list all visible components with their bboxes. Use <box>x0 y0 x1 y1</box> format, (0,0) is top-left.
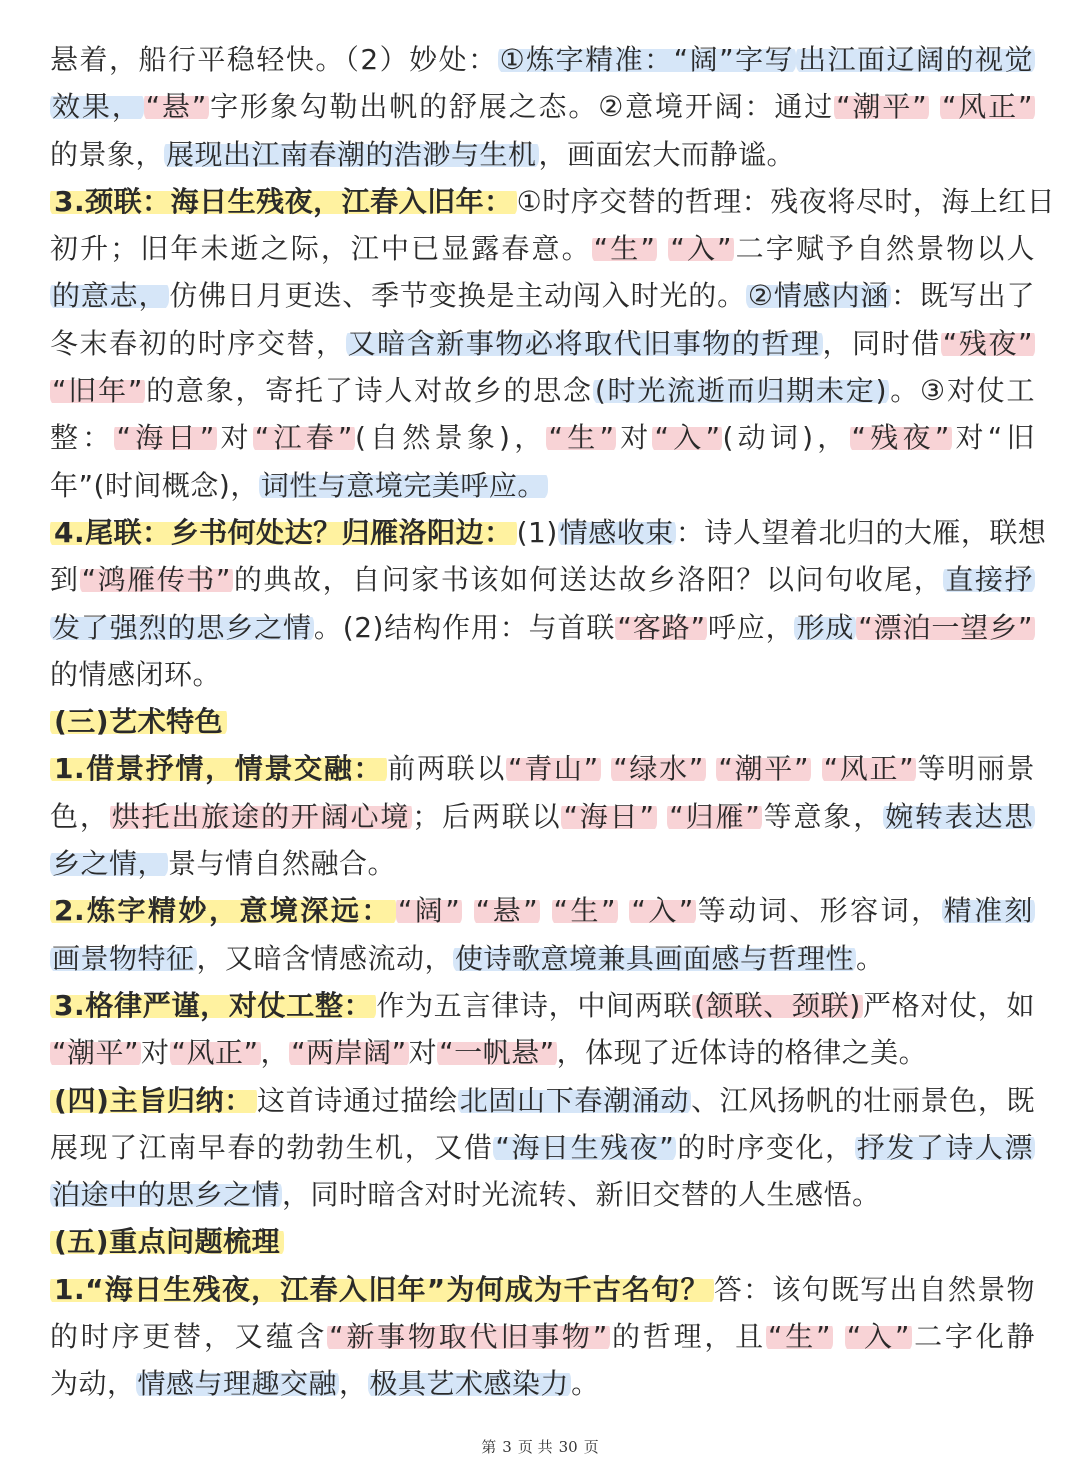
highlighted-text: 使诗歌意境兼具画面感与哲理性 <box>455 941 855 975</box>
text-segment: 作为五言律诗，中间两联 <box>376 988 693 1022</box>
highlighted-text: “旧年” <box>52 374 143 408</box>
text-line <box>50 1313 1035 1360</box>
highlighted-text: “入” <box>631 894 694 928</box>
document-body <box>50 36 1056 1408</box>
highlighted-text: 4.尾联：乡书何处达？归雁洛阳边： <box>50 516 517 549</box>
text-segment <box>462 894 473 927</box>
highlighted-text: (四)主旨归纳： <box>50 1084 257 1117</box>
text-line <box>50 1171 1035 1218</box>
text-line <box>50 840 1035 887</box>
highlighted-text: “海日” <box>116 421 215 455</box>
highlighted-text: “生” <box>553 894 616 928</box>
text-line <box>50 131 1035 178</box>
text-segment: 。(2)结构作用：与首联 <box>313 610 616 644</box>
text-segment: 到 <box>50 563 80 597</box>
highlighted-text: 抒发了诗人漂 <box>856 1130 1033 1164</box>
text-segment: 的哲理，且 <box>609 1320 766 1354</box>
highlighted-text: “残夜” <box>851 421 950 455</box>
highlighted-text: 出江面辽阔的视觉 <box>798 43 1033 76</box>
highlighted-text: “一帆悬” <box>439 1036 555 1070</box>
text-segment: 呼应， <box>707 610 795 644</box>
text-segment: 对 <box>616 421 653 455</box>
text-line <box>50 36 1035 83</box>
highlighted-text: “入” <box>654 421 721 455</box>
footer-prefix: 第 <box>481 1438 497 1456</box>
text-segment: ， <box>339 1367 368 1401</box>
text-segment: 对 <box>141 1036 170 1070</box>
highlighted-text: 效果， <box>52 90 142 124</box>
text-segment <box>540 894 551 927</box>
footer-total-pages: 30 <box>558 1438 578 1456</box>
highlighted-text: (时光流逝而归期未定) <box>594 374 887 408</box>
text-line <box>50 698 1035 745</box>
highlighted-text: 乡之情， <box>52 847 167 881</box>
highlighted-text: “生” <box>593 232 656 266</box>
text-segment: 、江风扬帆的壮丽景色，既 <box>691 1083 1035 1117</box>
highlighted-text: “风正” <box>823 752 915 786</box>
text-segment: ，又暗含情感流动， <box>196 941 454 975</box>
highlighted-text: 烘托出旅途的开阔心境 <box>111 799 411 833</box>
text-segment <box>929 90 940 123</box>
text-segment: 的情感闭环。 <box>50 657 222 691</box>
text-line <box>50 935 1035 982</box>
text-segment: 答：该句既写出自然景物 <box>713 1272 1035 1306</box>
highlighted-text: “风正” <box>941 90 1034 124</box>
highlighted-text: “新事物取代旧事物” <box>329 1320 608 1354</box>
highlighted-text: “悬” <box>475 894 539 928</box>
text-segment: 色， <box>50 799 110 833</box>
highlighted-text: ①炼字精准：“阔”字写 <box>499 43 795 76</box>
text-segment: 的典故，自问家书该如何送达故乡洛阳？以问句收尾， <box>232 563 944 597</box>
text-segment <box>618 894 629 927</box>
text-segment: 冬末春初的时序交替， <box>50 326 346 360</box>
text-segment <box>657 800 668 833</box>
text-line <box>50 887 1035 934</box>
text-segment: (自然景象)， <box>354 421 547 455</box>
highlighted-text: 情感与理趣交融 <box>137 1367 338 1401</box>
text-segment: 对 <box>216 421 253 455</box>
text-line <box>50 462 1035 509</box>
highlighted-text: “两岸阔” <box>291 1036 407 1070</box>
text-line <box>50 1124 1035 1171</box>
text-segment: 前两联以 <box>387 752 507 786</box>
highlighted-text: 泊途中的思乡之情 <box>52 1178 281 1212</box>
highlighted-text: “入” <box>846 1320 910 1354</box>
highlighted-text: 北固山下春潮涌动 <box>459 1083 690 1117</box>
highlighted-text: “阔” <box>397 894 461 928</box>
text-line <box>50 651 1035 698</box>
text-segment: 二字赋予自然景物以人 <box>734 232 1035 266</box>
highlighted-text: 情感收束 <box>559 515 674 549</box>
highlighted-text: 婉转表达思 <box>885 799 1033 833</box>
text-segment <box>833 1320 845 1353</box>
text-line <box>50 367 1035 414</box>
text-segment: 的景象， <box>50 137 165 171</box>
text-segment: 悬着，船行平稳轻快。（2）妙处： <box>50 43 498 76</box>
highlighted-text: ②情感内涵 <box>747 279 890 313</box>
footer-mid: 页 共 <box>517 1438 553 1456</box>
text-line <box>50 556 1035 603</box>
text-segment: ，画面宏大而静谧。 <box>538 137 796 171</box>
text-segment: ， <box>260 1036 290 1070</box>
text-segment: 的意象，寄托了诗人对故乡的思念 <box>144 374 593 408</box>
text-segment <box>657 232 668 265</box>
text-line <box>50 793 1035 840</box>
text-segment: 严格对仗，如 <box>862 988 1035 1022</box>
highlighted-text: “鸿雁传书” <box>81 563 231 597</box>
text-segment: 等意象， <box>762 799 884 833</box>
text-line <box>50 414 1035 461</box>
highlighted-text: 展现出江南春潮的浩渺与生机 <box>166 137 537 171</box>
highlighted-text: “客路” <box>617 610 706 644</box>
text-segment: 初升；旧年未逝之际，江中已显露春意。 <box>50 232 592 266</box>
text-segment: 景与情自然融合。 <box>168 847 397 881</box>
highlighted-text: “悬” <box>145 90 207 124</box>
highlighted-text: “海日生残夜” <box>495 1130 675 1164</box>
highlighted-text: 画景物特征 <box>52 941 195 975</box>
text-segment: 展现了江南早春的勃勃生机，又借 <box>50 1130 494 1164</box>
text-line <box>50 982 1035 1029</box>
highlighted-text: 3.格律严谨，对仗工整： <box>50 989 376 1022</box>
text-segment: 对“旧 <box>951 421 1035 455</box>
text-segment: 对 <box>408 1036 438 1070</box>
text-line <box>50 745 1035 792</box>
text-segment: 。③对仗工 <box>889 374 1035 408</box>
highlighted-text: 3.颈联：海日生残夜，江春入旧年： <box>50 185 517 218</box>
highlighted-text: “风正” <box>171 1036 259 1070</box>
highlighted-text: (三)艺术特色 <box>50 705 227 738</box>
text-segment: ，同时暗含对时光流转、新旧交替的人生感悟。 <box>282 1178 881 1212</box>
text-segment: ①时序交替的哲理：残夜将尽时，海上红日 <box>516 184 1056 218</box>
highlighted-text: 形成 <box>796 610 855 644</box>
highlighted-text: “残夜” <box>942 326 1033 360</box>
text-segment: 的时序更替，又蕴含 <box>50 1320 328 1354</box>
highlighted-text: “生” <box>767 1320 832 1354</box>
text-segment: 等动词、形容词， <box>695 894 942 928</box>
text-segment: 这首诗通过描绘 <box>256 1083 458 1117</box>
highlighted-text: “青山” <box>508 752 599 786</box>
highlighted-text: 发了强烈的思乡之情 <box>52 610 312 644</box>
highlighted-text: “漂泊一望乡” <box>858 610 1033 644</box>
text-line <box>50 604 1035 651</box>
highlighted-text: “生” <box>548 421 615 455</box>
text-line <box>50 1077 1035 1124</box>
text-segment: 。 <box>856 941 885 975</box>
highlighted-text: (五)重点问题梳理 <box>50 1225 284 1258</box>
text-line <box>50 320 1035 367</box>
text-segment: (1) <box>516 515 558 549</box>
text-segment: 年”(时间概念)， <box>50 468 259 502</box>
highlighted-text: (颔联、颈联) <box>694 988 861 1022</box>
text-segment: ：既写出了 <box>891 279 1035 313</box>
highlighted-text: “潮平” <box>52 1036 140 1070</box>
text-segment <box>811 752 822 785</box>
text-segment: 仿佛日月更迭、季节变换是主动闯入时光的。 <box>169 279 746 313</box>
page-footer <box>0 1436 1080 1457</box>
highlighted-text: “潮平” <box>718 752 809 786</box>
highlighted-text: “江春” <box>254 421 353 455</box>
text-line <box>50 1266 1035 1313</box>
highlighted-text: “归雁” <box>669 799 761 833</box>
text-segment <box>601 752 612 785</box>
highlighted-text: “潮平” <box>836 90 928 124</box>
footer-page-number: 3 <box>502 1438 512 1456</box>
text-segment: 。 <box>571 1367 600 1401</box>
text-line <box>50 225 1035 272</box>
highlighted-text: 极具艺术感染力 <box>369 1367 570 1401</box>
text-line <box>50 1360 1035 1407</box>
text-segment: 为动， <box>50 1367 136 1401</box>
text-line <box>50 178 1056 225</box>
text-segment: 的时序变化， <box>676 1130 855 1164</box>
highlighted-text: “入” <box>670 232 733 266</box>
footer-suffix: 页 <box>583 1438 599 1456</box>
highlighted-text: 2.炼字精妙，意境深远： <box>50 894 396 927</box>
text-segment: 字形象勾勒出帆的舒展之态。②意境开阔：通过 <box>208 90 835 124</box>
text-line <box>50 1218 1035 1265</box>
text-segment: (动词)， <box>722 421 850 455</box>
text-segment: 整： <box>50 421 115 455</box>
highlighted-text: 又暗含新事物必将取代旧事物的哲理 <box>347 326 821 360</box>
text-segment: ，体现了近体诗的格律之美。 <box>556 1036 928 1070</box>
text-line <box>50 83 1035 130</box>
text-segment: ，同时借 <box>822 326 941 360</box>
highlighted-text: “海日” <box>563 799 655 833</box>
highlighted-text: 精准刻 <box>943 894 1034 928</box>
text-segment <box>706 752 717 785</box>
text-segment: 二字化静 <box>911 1320 1035 1354</box>
text-line <box>50 509 1047 556</box>
text-line <box>50 1029 1035 1076</box>
highlighted-text: 1.借景抒情，情景交融： <box>50 752 387 785</box>
highlighted-text: “绿水” <box>613 752 704 786</box>
text-segment: 等明丽景 <box>916 752 1035 786</box>
text-segment: ：诗人望着北归的大雁，联想 <box>675 515 1047 549</box>
text-segment: ；后两联以 <box>412 799 562 833</box>
highlighted-text: 1.“海日生残夜，江春入旧年”为何成为千古名句？ <box>50 1273 714 1306</box>
highlighted-text: 直接抒 <box>945 563 1033 597</box>
highlighted-text: 的意志， <box>52 279 168 313</box>
text-line <box>50 272 1035 319</box>
highlighted-text: 词性与意境完美呼应。 <box>260 468 546 502</box>
